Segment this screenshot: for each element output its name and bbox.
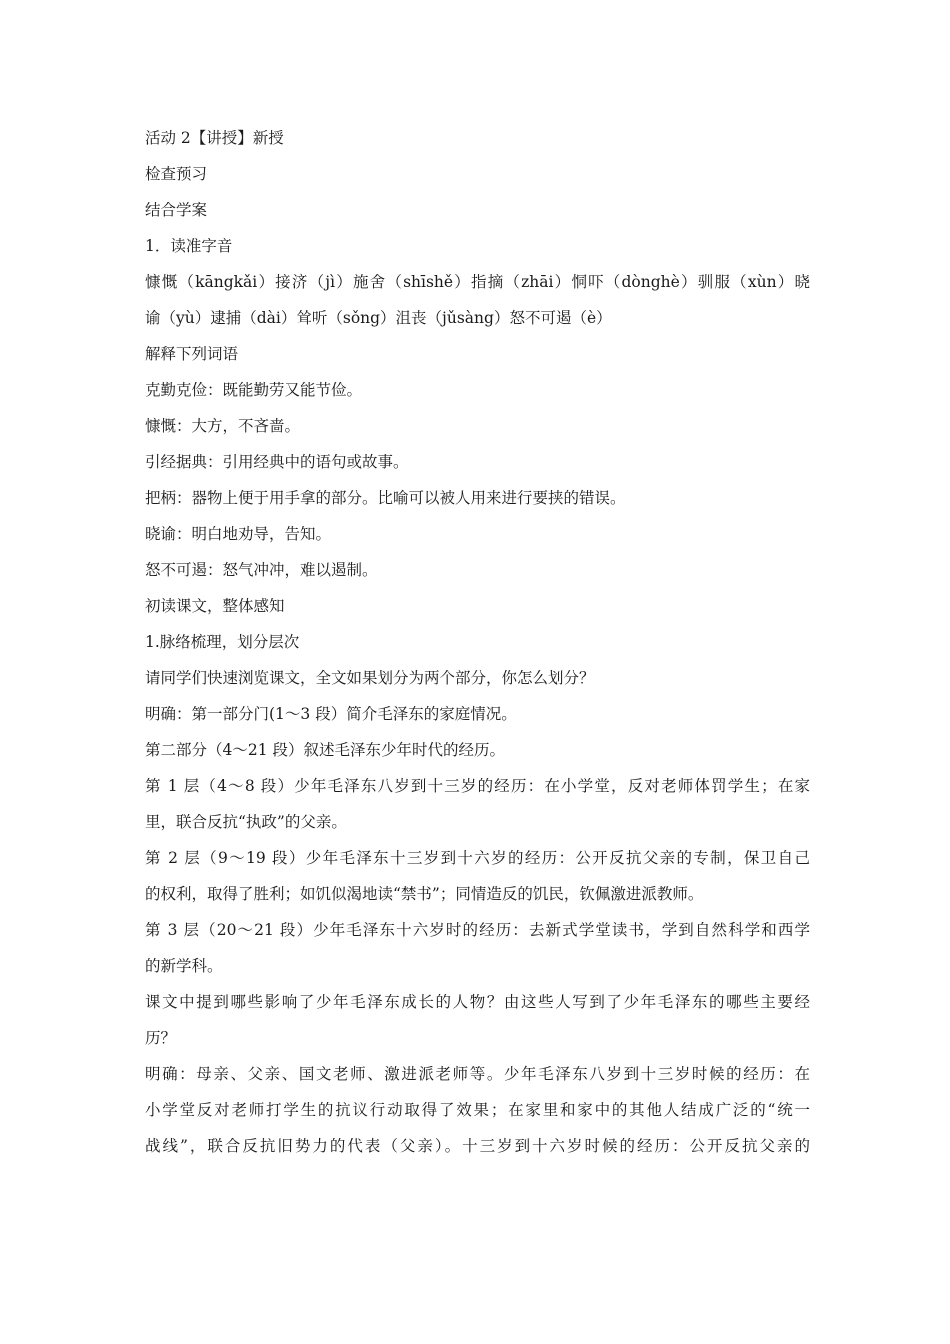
vocab-item: 怒不可遏：怒气冲冲，难以遏制。 [145,561,378,579]
answer-2-line-1: 明确：母亲、父亲、国文老师、激进派老师等。少年毛泽东八岁到十三岁时候的经历：在 [145,1065,810,1083]
subheading-check-preview: 检查预习 [145,165,208,183]
document-page [145,120,810,1164]
vocab-item: 引经据典：引用经典中的语句或故事。 [145,453,409,471]
layer-3-line-1: 第 3 层（20～21 段）少年毛泽东十六岁时的经历：去新式学堂读书，学到自然科学和西学 [145,921,810,939]
answer-2-line-3: 战线”，联合反抗旧势力的代表（父亲）。十三岁到十六岁时候的经历：公开反抗父亲的 [145,1137,810,1155]
item-read-pronunciation: 1．读准字音 [145,237,233,255]
reading-title: 初读课文，整体感知 [145,597,285,615]
vocab-item: 克勤克俭：既能勤劳又能节俭。 [145,381,363,399]
vocab-title: 解释下列词语 [145,345,239,363]
vocab-item: 晓谕：明白地劝导，告知。 [145,525,332,543]
subheading-study-plan: 结合学案 [145,201,208,219]
item-structure: 1.脉络梳理，划分层次 [145,633,300,651]
question-1: 请同学们快速浏览课文，全文如果划分为两个部分，你怎么划分？ [145,669,595,687]
layer-2-paragraph [145,840,810,912]
layer-2-line-2: 的权利，取得了胜利；如饥似渴地读“禁书”；同情造反的饥民，钦佩激进派教师。 [145,885,704,903]
answer-1: 明确：第一部分门(1～3 段）简介毛泽东的家庭情况。 [145,705,517,723]
layer-3-line-2: 的新学科。 [145,957,223,975]
vocab-item: 把柄：器物上便于用手拿的部分。比喻可以被人用来进行要挟的错误。 [145,489,626,507]
question-2-line-2: 历？ [145,1029,177,1047]
layer-2-line-1: 第 2 层（9～19 段）少年毛泽东十三岁到十六岁的经历：公开反抗父亲的专制，保卫自己 [145,849,810,867]
layer-1-line-1: 第 1 层（4～8 段）少年毛泽东八岁到十三岁的经历：在小学堂，反对老师体罚学生；在家 [145,777,810,795]
vocab-item: 慷慨：大方，不吝啬。 [145,417,301,435]
pronunciation-line-2: 谕（yù）逮捕（dài）耸听（sǒng）沮丧（jǔsàng）怒不可遏（è） [145,309,612,327]
pronunciation-paragraph [145,264,810,336]
question-2-line-1: 课文中提到哪些影响了少年毛泽东成长的人物？由这些人写到了少年毛泽东的哪些主要经 [145,993,810,1011]
section-heading: 活动 2【讲授】新授 [145,129,284,147]
pronunciation-line-1: 慷慨（kāngkǎi）接济（jì）施舍（shīshě）指摘（zhāi）恫吓（dònghè）驯服（xùn）晓 [145,273,810,291]
question-2-paragraph [145,984,810,1056]
part-2: 第二部分（4～21 段）叙述毛泽东少年时代的经历。 [145,741,506,759]
layer-1-line-2: 里，联合反抗“执政”的父亲。 [145,813,347,831]
answer-2-line-2: 小学堂反对老师打学生的抗议行动取得了效果；在家里和家中的其他人结成广泛的“统一 [145,1101,810,1119]
layer-1-paragraph [145,768,810,840]
answer-2-paragraph [145,1056,810,1164]
layer-3-paragraph [145,912,810,984]
